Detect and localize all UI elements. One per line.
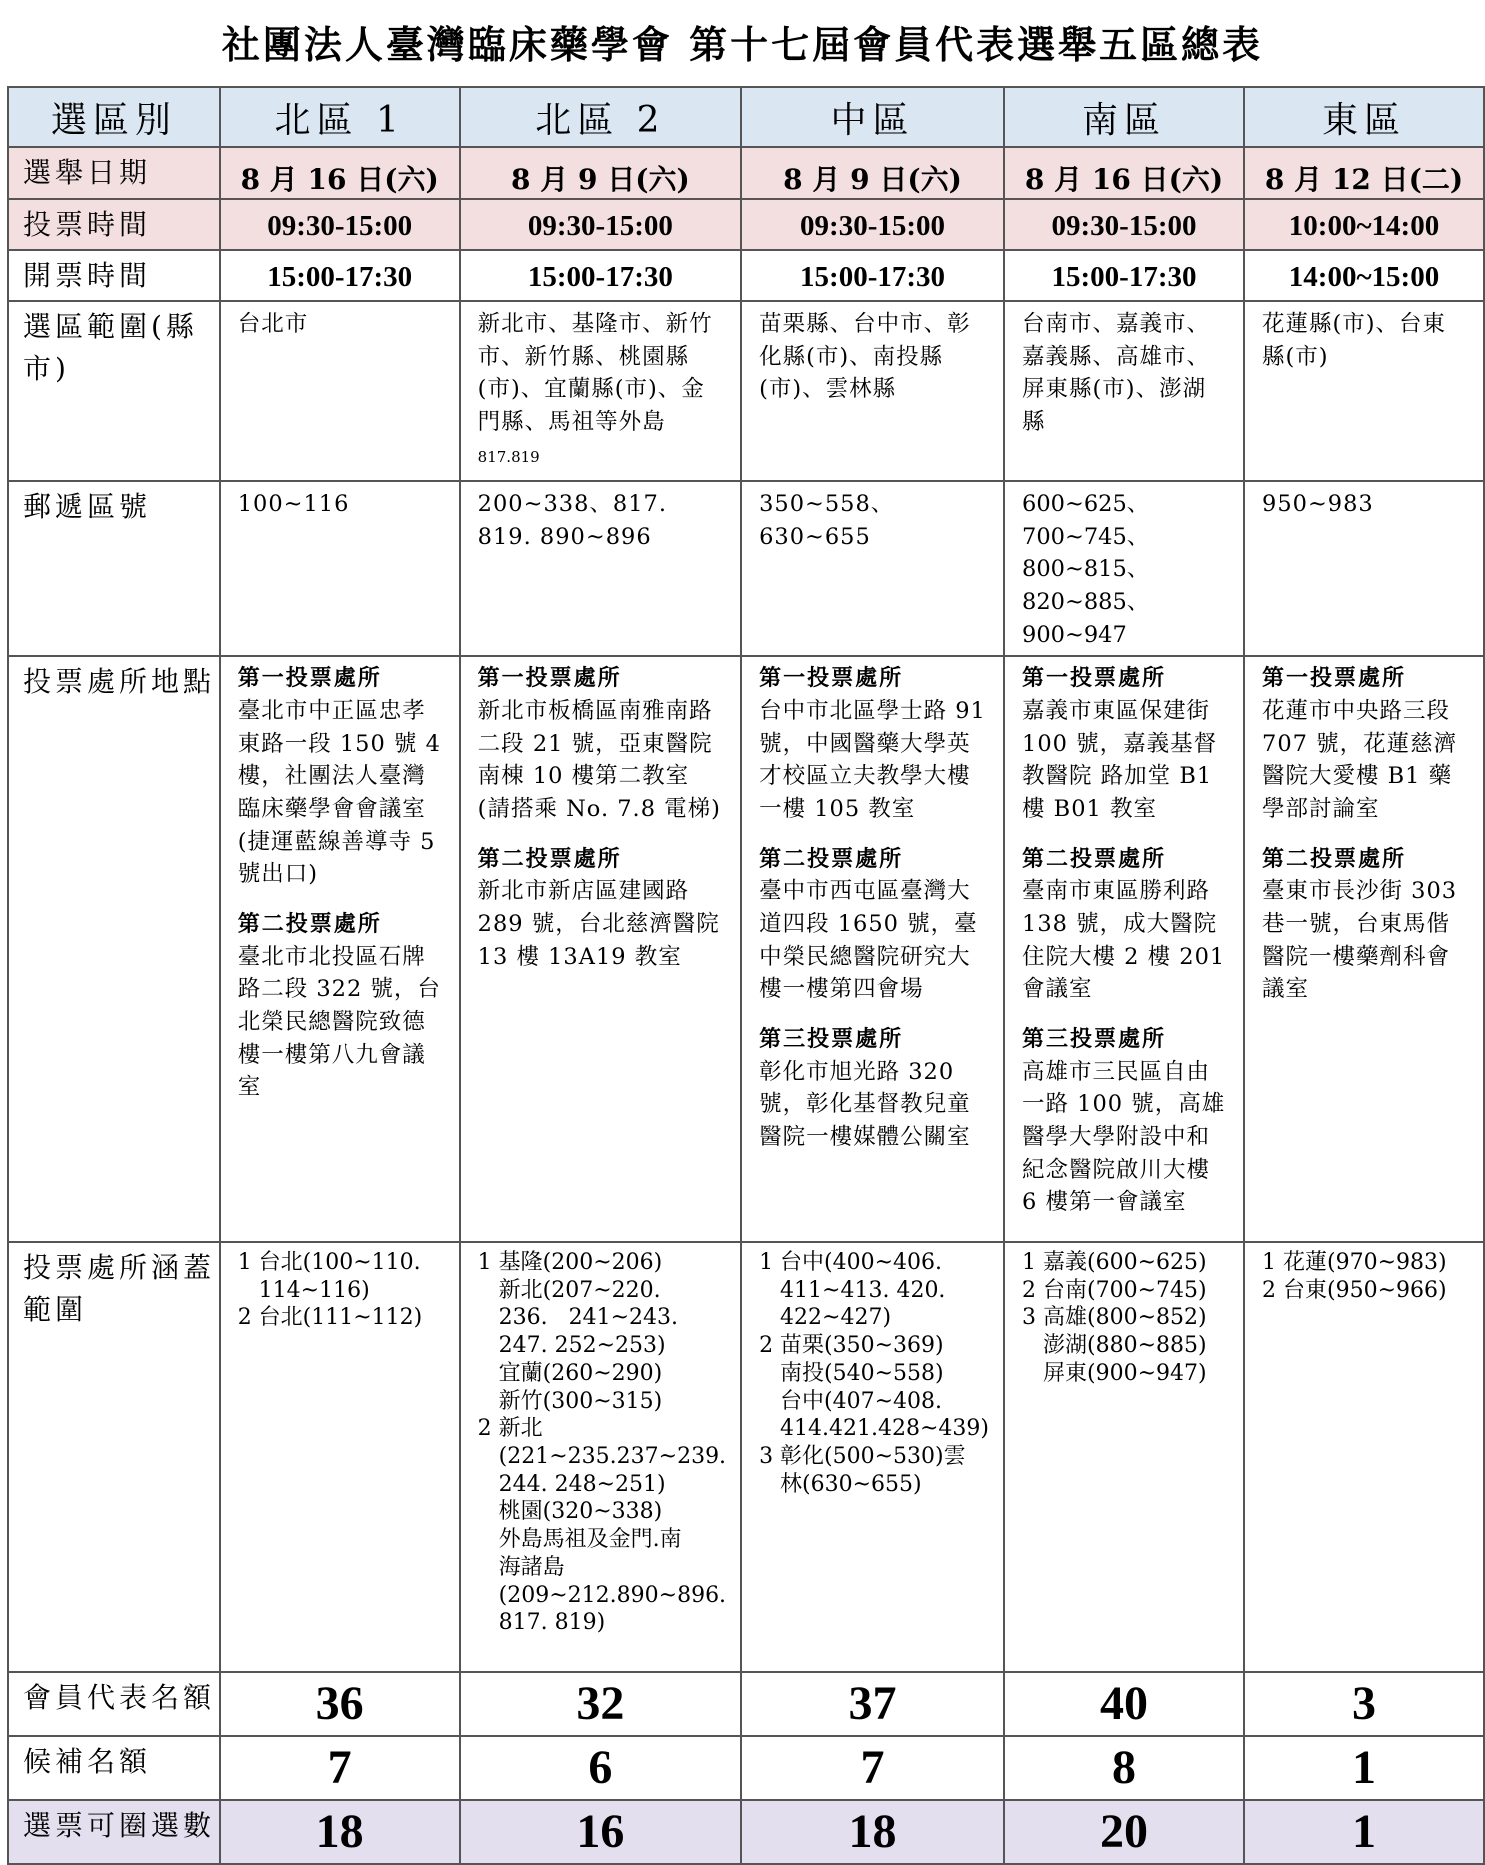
quota-value: 36 — [220, 1672, 460, 1736]
coverage-line: 2 新北 — [477, 1416, 543, 1442]
polling-site — [478, 844, 726, 974]
coverage-line: 林(630~655) — [759, 1471, 922, 1497]
polling-site-title: 第二投票處所 — [1022, 845, 1167, 872]
district-header: 北區 1 — [220, 87, 460, 147]
polling-site-address: 花蓮市中央路三段 707 號，花蓮慈濟醫院大愛樓 B1 藥學部討論室 — [1262, 698, 1458, 822]
polling-site — [759, 1024, 989, 1154]
quota-value: 37 — [741, 1672, 1004, 1736]
coverage-line: 台中(407~408. — [759, 1388, 943, 1414]
voting-time-row — [8, 199, 1484, 250]
district-range: 花蓮縣(市)、台東縣(市) — [1244, 301, 1484, 481]
voting-time: 09:30-15:00 — [741, 199, 1004, 250]
alternates-value: 7 — [741, 1736, 1004, 1800]
row-label: 投票處所涵蓋範圍 — [8, 1242, 220, 1672]
quota-value: 32 — [460, 1672, 741, 1736]
coverage-line: 247. 252~253) — [477, 1333, 666, 1359]
quota-row — [8, 1672, 1484, 1736]
polling-site — [759, 844, 989, 1006]
coverage-line: 411~413. 420. — [759, 1277, 946, 1303]
counting-time-row — [8, 250, 1484, 301]
coverage-line: 海諸島 — [477, 1554, 565, 1580]
coverage-line: 2 苗栗(350~369) — [759, 1333, 944, 1359]
voting-time: 09:30-15:00 — [220, 199, 460, 250]
polling-site-title: 第一投票處所 — [759, 665, 904, 692]
sites-row — [8, 656, 1484, 1242]
coverage-line: 南投(540~558) — [759, 1360, 944, 1386]
voting-time: 09:30-15:00 — [460, 199, 741, 250]
polling-site-address: 新北市新店區建國路 289 號，台北慈濟醫院 13 樓 13A19 教室 — [477, 878, 720, 970]
postal-codes: 350~558、630~655 — [741, 481, 1004, 656]
polling-site-title: 第二投票處所 — [1262, 845, 1407, 872]
district-sites — [220, 656, 460, 1242]
polling-site-title: 第一投票處所 — [1262, 665, 1407, 692]
district-coverage — [1244, 1242, 1484, 1672]
election-date: 8 月 16 日(六) — [1004, 147, 1244, 199]
coverage-line: 1 台北(100~110. — [237, 1249, 421, 1275]
polling-site-address: 新北市板橋區南雅南路二段 21 號，亞東醫院南棟 10 樓第二教室 (請搭乘 No. 7.8 電梯) — [477, 698, 721, 822]
counting-time: 15:00-17:30 — [220, 250, 460, 301]
coverage-line: 817. 819) — [477, 1610, 606, 1636]
selectable-value: 20 — [1004, 1800, 1244, 1864]
polling-site-address: 臺東市長沙街 303 巷一號，台東馬偕醫院一樓藥劑科會議室 — [1262, 878, 1458, 1003]
coverage-line: 2 台南(700~745) — [1022, 1277, 1207, 1303]
postal-codes: 950~983 — [1244, 481, 1484, 656]
polling-site-title: 第二投票處所 — [237, 910, 382, 937]
coverage-line: 2 台東(950~966) — [1262, 1277, 1447, 1303]
selectable-value: 18 — [220, 1800, 460, 1864]
polling-site-address: 臺北市中正區忠孝東路一段 150 號 4 樓，社團法人臺灣臨床藥學會會議室 (捷運藍線善導寺 5 號出口) — [237, 698, 441, 888]
district-sites — [460, 656, 741, 1242]
polling-site — [1022, 844, 1229, 1006]
election-date: 8 月 12 日(二) — [1244, 147, 1484, 199]
coverage-line: 1 台中(400~406. — [759, 1249, 943, 1275]
row-label: 選舉日期 — [8, 147, 220, 199]
coverage-line: 3 彰化(500~530)雲 — [759, 1443, 966, 1469]
district-coverage — [741, 1242, 1004, 1672]
election-date: 8 月 9 日(六) — [741, 147, 1004, 199]
district-range — [460, 301, 741, 481]
district-header: 北區 2 — [460, 87, 741, 147]
polling-site — [1262, 844, 1469, 1006]
coverage-line: 236. 241~243. — [477, 1305, 679, 1331]
selectable-value: 1 — [1244, 1800, 1484, 1864]
polling-site-address: 台中市北區學士路 91 號，中國醫藥大學英才校區立夫教學大樓一樓 105 教室 — [759, 698, 986, 822]
voting-time: 09:30-15:00 — [1004, 199, 1244, 250]
district-sites — [1244, 656, 1484, 1242]
quota-value: 3 — [1244, 1672, 1484, 1736]
coverage-line: 244. 248~251) — [477, 1471, 666, 1497]
district-sites — [1004, 656, 1244, 1242]
district-header: 南區 — [1004, 87, 1244, 147]
selectable-value: 18 — [741, 1800, 1004, 1864]
counting-time: 15:00-17:30 — [460, 250, 741, 301]
polling-site-title: 第三投票處所 — [1022, 1025, 1167, 1052]
range-row — [8, 301, 1484, 481]
coverage-line: 新竹(300~315) — [477, 1388, 663, 1414]
polling-site — [238, 909, 445, 1104]
coverage-line: 1 嘉義(600~625) — [1022, 1249, 1207, 1275]
district-range: 苗栗縣、台中市、彰化縣(市)、南投縣(市)、雲林縣 — [741, 301, 1004, 481]
coverage-line: 2 台北(111~112) — [237, 1305, 423, 1331]
district-coverage — [1004, 1242, 1244, 1672]
polling-site-title: 第一投票處所 — [237, 665, 382, 692]
polling-site — [238, 663, 445, 891]
polling-site-title: 第二投票處所 — [477, 845, 622, 872]
polling-site — [478, 663, 726, 825]
selectable-row — [8, 1800, 1484, 1864]
row-label: 選票可圈選數 — [8, 1800, 220, 1864]
district-range-text: 新北市、基隆市、新竹市、新竹縣、桃園縣(市)、宜蘭縣(市)、金門縣、馬祖等外島 — [477, 311, 713, 435]
alternates-value: 8 — [1004, 1736, 1244, 1800]
alternates-value: 6 — [460, 1736, 741, 1800]
counting-time: 15:00-17:30 — [741, 250, 1004, 301]
coverage-line: 422~427) — [759, 1305, 892, 1331]
counting-time: 14:00~15:00 — [1244, 250, 1484, 301]
polling-site-title: 第三投票處所 — [759, 1025, 904, 1052]
district-coverage — [460, 1242, 741, 1672]
coverage-line: (221~235.237~239. — [477, 1443, 727, 1469]
coverage-line: 114~116) — [237, 1277, 370, 1303]
polling-site — [1022, 663, 1229, 825]
quota-value: 40 — [1004, 1672, 1244, 1736]
coverage-line: (209~212.890~896. — [477, 1582, 727, 1608]
alternates-value: 1 — [1244, 1736, 1484, 1800]
voting-time: 10:00~14:00 — [1244, 199, 1484, 250]
polling-site — [1022, 1024, 1229, 1219]
district-header: 中區 — [741, 87, 1004, 147]
coverage-line: 桃園(320~338) — [477, 1499, 663, 1525]
row-label: 候補名額 — [8, 1736, 220, 1800]
district-range-suffix: 817.819 — [477, 447, 540, 466]
coverage-line: 宜蘭(260~290) — [477, 1360, 663, 1386]
polling-site-address: 臺南市東區勝利路 138 號，成大醫院住院大樓 2 樓 201 會議室 — [1022, 878, 1226, 1003]
polling-site-address: 高雄市三民區自由一路 100 號，高雄醫學大學附設中和紀念醫院啟川大樓 6 樓第一會議室 — [1022, 1058, 1226, 1216]
row-label: 投票時間 — [8, 199, 220, 250]
row-label: 郵遞區號 — [8, 481, 220, 656]
election-date: 8 月 16 日(六) — [220, 147, 460, 199]
alternates-row — [8, 1736, 1484, 1800]
page-title: 社團法人臺灣臨床藥學會 第十七屆會員代表選舉五區總表 — [221, 22, 1264, 67]
coverage-line: 屏東(900~947) — [1022, 1360, 1207, 1386]
coverage-line: 1 基隆(200~206) — [477, 1249, 663, 1275]
postal-codes: 100~116 — [220, 481, 460, 656]
coverage-line: 414.421.428~439) — [759, 1416, 990, 1442]
coverage-line: 澎湖(880~885) — [1022, 1333, 1207, 1359]
selectable-value: 16 — [460, 1800, 741, 1864]
coverage-line: 3 高雄(800~852) — [1022, 1305, 1207, 1331]
row-label: 會員代表名額 — [8, 1672, 220, 1736]
district-range: 台北市 — [220, 301, 460, 481]
polling-site — [759, 663, 989, 825]
election-date: 8 月 9 日(六) — [460, 147, 741, 199]
row-label: 開票時間 — [8, 250, 220, 301]
coverage-line: 1 花蓮(970~983) — [1262, 1249, 1447, 1275]
postal-codes: 600~625、700~745、800~815、820~885、900~947 — [1004, 481, 1244, 656]
alternates-value: 7 — [220, 1736, 460, 1800]
polling-site-address: 嘉義市東區保建街 100 號，嘉義基督教醫院 路加堂 B1 樓 B01 教室 — [1022, 698, 1218, 822]
district-sites — [741, 656, 1004, 1242]
polling-site-title: 第二投票處所 — [759, 845, 904, 872]
election-summary-table — [7, 86, 1485, 1865]
polling-site — [1262, 663, 1469, 825]
election-date-row — [8, 147, 1484, 199]
coverage-line: 外島馬祖及金門.南 — [477, 1527, 682, 1553]
polling-site-address: 彰化市旭光路 320 號，彰化基督教兒童醫院一樓媒體公關室 — [759, 1058, 971, 1151]
polling-site-address: 臺北市北投區石牌路二段 322 號，台北榮民總醫院致德樓一樓第八九會議室 — [237, 943, 441, 1101]
header-label: 選區別 — [8, 87, 220, 147]
postal-row — [8, 481, 1484, 656]
district-range: 台南市、嘉義市、嘉義縣、高雄市、屏東縣(市)、澎湖縣 — [1004, 301, 1244, 481]
postal-codes: 200~338、817. 819. 890~896 — [460, 481, 741, 656]
district-coverage — [220, 1242, 460, 1672]
polling-site-title: 第一投票處所 — [477, 665, 622, 692]
counting-time: 15:00-17:30 — [1004, 250, 1244, 301]
district-header: 東區 — [1244, 87, 1484, 147]
header-row — [8, 87, 1484, 147]
polling-site-address: 臺中市西屯區臺灣大道四段 1650 號，臺中榮民總醫院研究大樓一樓第四會場 — [759, 878, 978, 1003]
polling-site-title: 第一投票處所 — [1022, 665, 1167, 692]
row-label: 投票處所地點 — [8, 656, 220, 1242]
coverage-row — [8, 1242, 1484, 1672]
coverage-line: 新北(207~220. — [477, 1277, 661, 1303]
row-label: 選區範圍(縣市) — [8, 301, 220, 481]
